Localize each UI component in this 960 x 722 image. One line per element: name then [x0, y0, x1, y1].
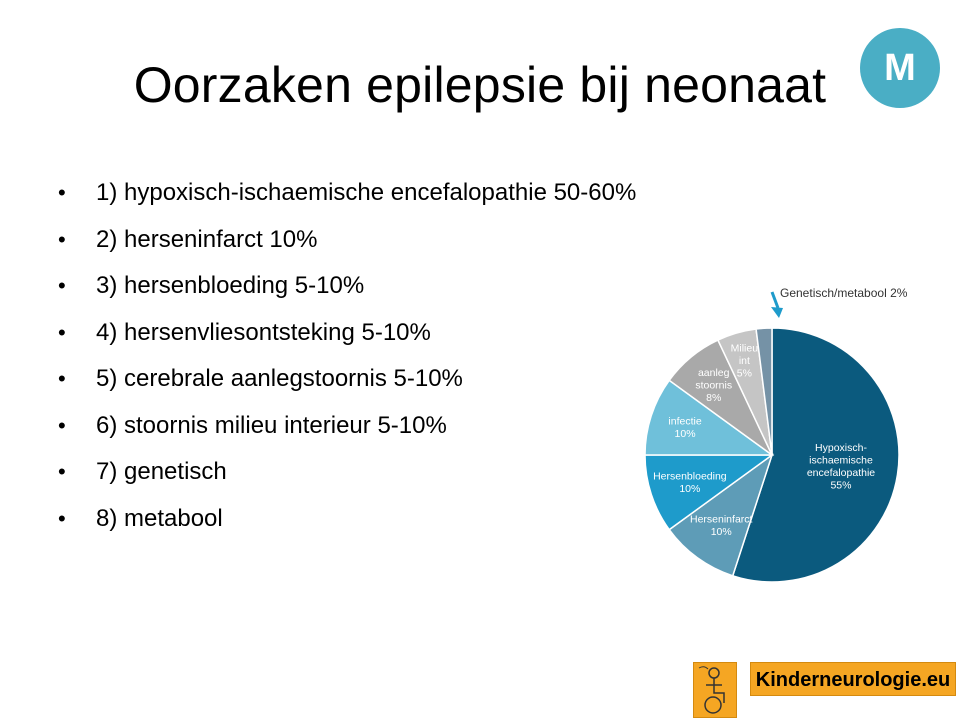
bullet-text: 5) cerebrale aanlegstoornis 5-10% [96, 365, 463, 392]
pie-slice-label: Herseninfarct 10% [690, 513, 753, 539]
bullet-icon: • [58, 319, 66, 345]
pie-slice-label: Milieu int 5% [730, 342, 759, 380]
annotation-arrow-icon [772, 292, 778, 308]
pie-annotation: Genetisch/metabool 2% [780, 286, 908, 300]
bullet-text: 4) hersenvliesontsteking 5-10% [96, 318, 431, 346]
bullet-icon: • [58, 273, 66, 298]
bullet-icon: • [58, 226, 66, 252]
pie-slice-label: aanleg stoornis 8% [695, 367, 733, 405]
bullet-text: 7) genetisch [96, 458, 227, 485]
pie-slice-label: Hypoxisch-ischaemische encefalopathie 55% [806, 442, 876, 492]
bullet-icon: • [58, 505, 66, 531]
list-item [58, 175, 778, 222]
pie-chart [630, 270, 930, 600]
pie-slice-label: infectie 10% [668, 415, 702, 440]
figure-in-wheelchair-icon [694, 663, 736, 717]
site-label: Kinderneurologie.eu [750, 662, 956, 696]
bullet-icon: • [58, 366, 66, 391]
bullet-icon: • [58, 459, 66, 484]
bullet-text: 2) herseninfarct 10% [96, 225, 318, 253]
bullet-text: 1) hypoxisch-ischaemische encefalopathie 50-60% [96, 179, 637, 206]
badge-icon: M [860, 28, 940, 108]
bullet-text: 8) metabool [96, 504, 223, 532]
list-item [58, 222, 778, 269]
bullet-icon: • [58, 180, 66, 205]
annotation-arrowhead-icon [771, 307, 783, 318]
logo [693, 662, 737, 718]
bullet-text: 6) stoornis milieu interieur 5-10% [96, 411, 447, 439]
pie-slice-label: Hersenbloeding 10% [653, 470, 727, 495]
bullet-icon: • [58, 412, 66, 438]
slide-title: Oorzaken epilepsie bij neonaat [133, 57, 827, 113]
bullet-text: 3) hersenbloeding 5-10% [96, 272, 365, 299]
